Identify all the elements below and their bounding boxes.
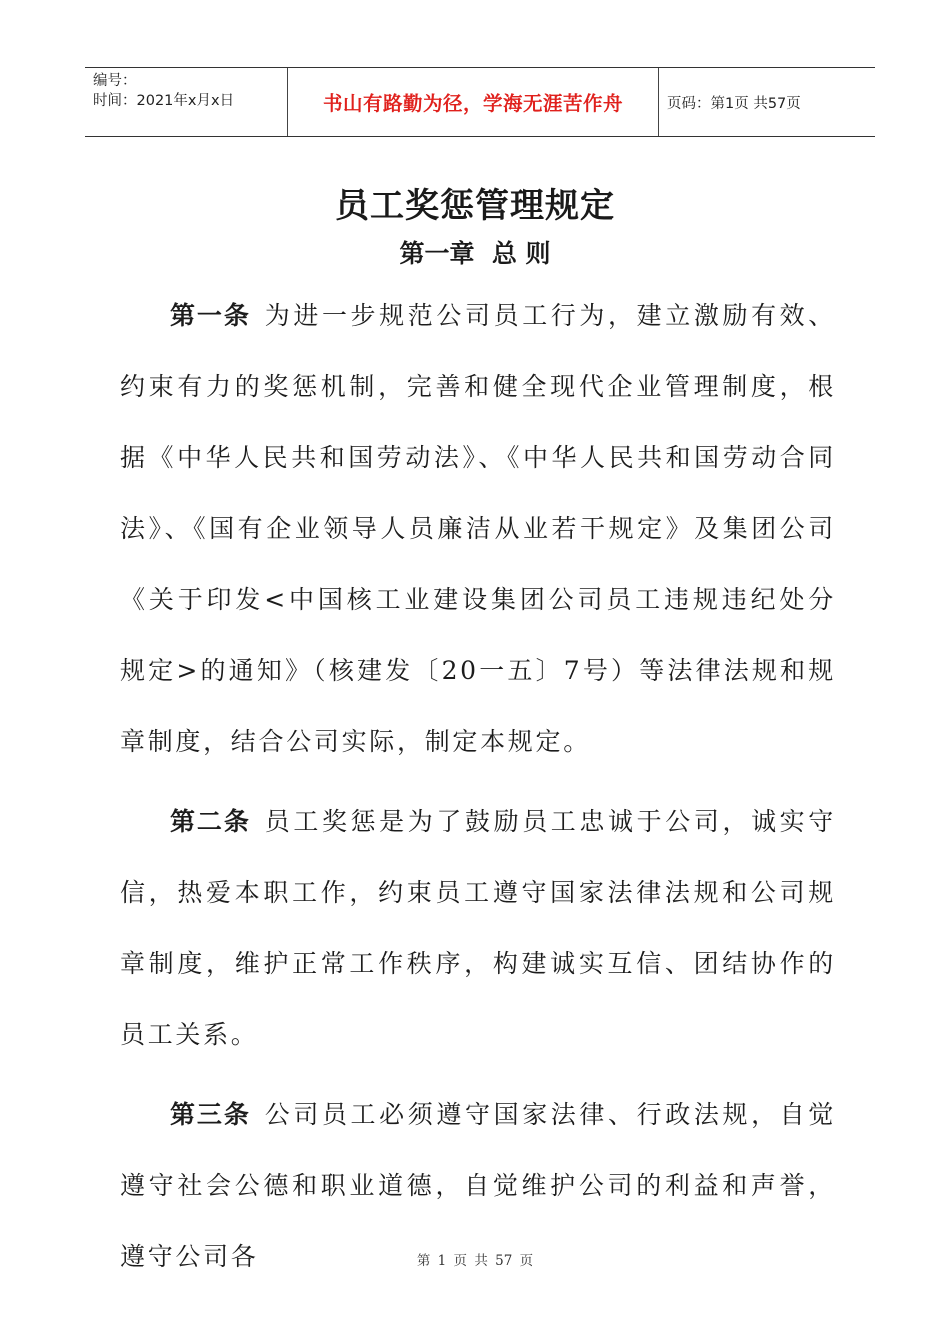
article-1-text: 为进一步规范公司员工行为，建立激励有效、约束有力的奖惩机制，完善和健全现代企业管理制度，根据《中华人民共和国劳动法》、《中华人民共和国劳动合同法》、《国有企业领导人员廉洁从业若干规定》及集团公司《关于印发<中国核工业建设集团公司员工违规违纪处分规定>的通知》（核建发〔20一五〕7号）等法律法规和规章制度，结合公司实际，制定本规定。 bbox=[120, 301, 836, 756]
article-2-text: 员工奖惩是为了鼓励员工忠诚于公司，诚实守信，热爱本职工作，约束员工遵守国家法律法规和公司规章制度，维护正常工作秩序，构建诚实互信、团结协作的员工关系。 bbox=[120, 807, 836, 1049]
header-slogan-cell bbox=[287, 68, 659, 136]
chapter-heading: 第一章 总 则 bbox=[399, 239, 551, 268]
article-3-text: 公司员工必须遵守国家法律、行政法规，自觉遵守社会公德和职业道德，自觉维护公司的利益和声誉，遵守公司各 bbox=[120, 1100, 836, 1271]
time-label: 时间：2021年x月x日 bbox=[93, 93, 235, 109]
article-2-label: 第二条 bbox=[170, 807, 251, 836]
page-footer: 第 1 页 共 57 页 bbox=[416, 1253, 534, 1269]
number-label: 编号： bbox=[93, 73, 137, 89]
document-body bbox=[120, 280, 836, 1301]
article-3-label: 第三条 bbox=[170, 1100, 251, 1129]
header-page-info bbox=[659, 68, 875, 136]
document-header bbox=[85, 67, 875, 137]
page-info: 页码：第1页 共57页 bbox=[667, 95, 801, 112]
slogan: 书山有路勤为径，学海无涯苦作舟 bbox=[322, 92, 623, 115]
header-meta bbox=[85, 68, 287, 136]
article-1-label: 第一条 bbox=[170, 301, 251, 330]
article-1 bbox=[120, 280, 836, 777]
document-title: 员工奖惩管理规定 bbox=[335, 186, 615, 226]
article-2 bbox=[120, 786, 836, 1070]
